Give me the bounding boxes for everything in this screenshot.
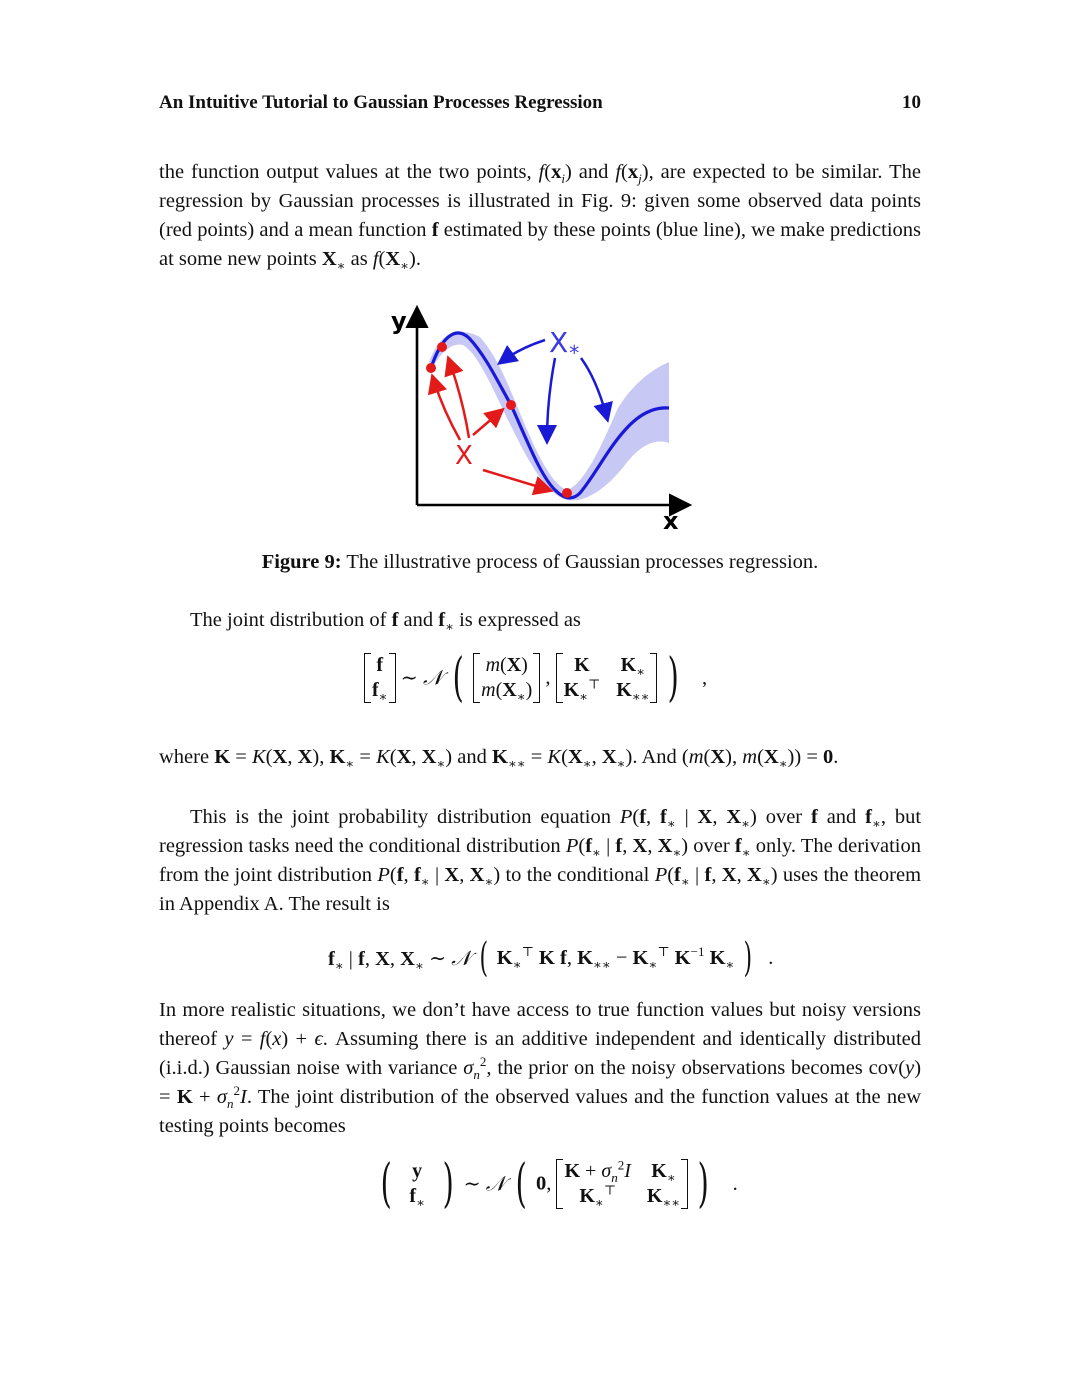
equation-joint-distribution: f $f_∗$ ∼ 𝒩 ( m(X) $m(X_∗)$ , K $K_∗$ $K_∗^⊤$ $K_{∗∗}$ ) , [364,652,707,704]
paragraph-4: This is the joint probability distribution equation P(f, $f_∗$ | X, $X_∗$) over f and $f_∗$, but regression tasks need the conditional distribution $P(f_∗$ | f, X, $X_∗$) over $f_∗$ only. The derivation from the joint distribution P(f, $f_∗$ | X, $X_∗$) to the conditional $P(f_∗$ | f, X, $X_∗$) uses the theorem in Appendix A. The result is [159,806,922,915]
data-point [506,400,516,410]
test-arrow [501,340,545,362]
gp-regression-figure [385,300,705,535]
paragraph-1: the function output values at the two points, $f(x_i)$ and $f(x_j)$, are expected to be similar. The regression by Gaussian processes is illustrated in Fig. 9: given some observed data points (red points) and a mean function f estimated by these points (blue line), we make predictions at some new points $X_∗$ as $f(X_∗)$. [159,161,921,274]
data-point [437,342,447,352]
training-inputs-label: X [455,441,473,471]
paragraph-2: The joint distribution of f and $f_∗$ is expressed as [190,609,581,635]
x-axis-label: x [663,507,679,535]
paragraph-3: where K = K(X, X), $K_∗ = K(X$, $X_∗$) and $K_{∗∗} = K(X_∗$, $X_∗$). And (m(X), $m(X_∗)) = 0$. [159,746,839,772]
data-arrow [433,378,460,440]
header-title: An Intuitive Tutorial to Gaussian Processes Regression [159,92,603,113]
equation-noisy-joint: ( y $f_∗$ ) ∼ 𝒩 ( 0, $K + \sigma_n^2I$ $K_∗$ $K_∗^⊤$ $K_{∗∗}$ ) . [380,1154,738,1214]
data-point [562,488,572,498]
test-inputs-label: $X_*$ [549,326,580,365]
test-arrow [581,358,607,418]
paragraph-5: In more realistic situations, we don’t have access to true function values but noisy versions thereof y = f(x) + ϵ. Assuming there is an additive independent and identically distributed (i.i.d.) Gaussian noise with variance $\sigma_n^2$, the prior on the noisy observations becomes $cov(y) = K + \sigma_n^2I$. The joint distribution of the observed values and the function values at the new testing points becomes [159,999,922,1137]
y-axis-label: y [391,307,407,335]
page-number: 10 [902,92,921,113]
equation-conditional: $f_∗$ | f, X, $X_∗$ ∼ 𝒩 ( $K_∗^⊤$ K f, $K_{∗∗} - K_∗^⊤$ $K^{-1}$ $K_∗$ ) . [328,935,774,981]
data-point [426,363,436,373]
test-arrow [547,358,555,440]
data-arrow [473,411,501,435]
figure-caption: Figure 9: The illustrative process of Gaussian processes regression. [261,551,819,573]
running-header [159,92,921,114]
